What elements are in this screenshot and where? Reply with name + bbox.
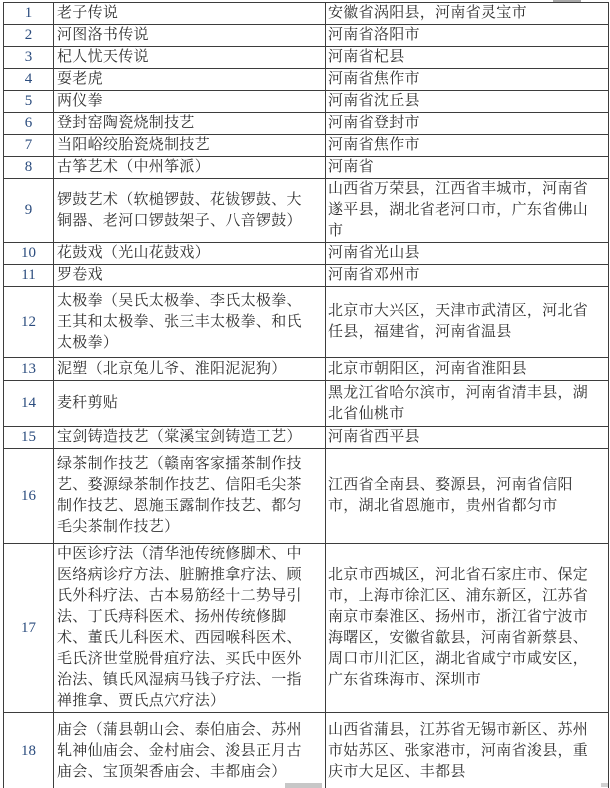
heritage-name-cell: 锣鼓艺术（软槌锣鼓、花钹锣鼓、大铜器、老河口锣鼓架子、八音锣鼓） [54, 179, 326, 243]
row-number-cell: 17 [4, 544, 54, 713]
heritage-name-cell: 河图洛书传说 [54, 25, 326, 47]
heritage-location-cell: 河南省沈丘县 [326, 91, 609, 113]
row-number-cell: 3 [4, 47, 54, 69]
table-row [4, 135, 609, 157]
heritage-location-cell: 安徽省涡阳县，河南省灵宝市 [326, 3, 609, 25]
table-row [4, 47, 609, 69]
heritage-location-cell: 河南省光山县 [326, 243, 609, 265]
table-row [4, 713, 609, 788]
table-row [4, 243, 609, 265]
table-row [4, 544, 609, 713]
heritage-name-cell: 老子传说 [54, 3, 326, 25]
table-row [4, 91, 609, 113]
row-number-cell: 12 [4, 287, 54, 358]
heritage-name-cell: 绿茶制作技艺（赣南客家擂茶制作技艺、婺源绿茶制作技艺、信阳毛尖茶制作技艺、恩施玉露制作技艺、都匀毛尖茶制作技艺） [54, 449, 326, 544]
heritage-name-cell: 庙会（蒲县朝山会、泰伯庙会、苏州轧神仙庙会、金村庙会、浚县正月古庙会、宝顶架香庙会、丰都庙会） [54, 713, 326, 788]
row-number-cell: 8 [4, 157, 54, 179]
heritage-location-cell: 北京市西城区，河北省石家庄市、保定市，上海市徐汇区、浦东新区，江苏省南京市秦淮区、扬州市，浙江省宁波市海曙区，安徽省歙县，河南省新蔡县、周口市川汇区，湖北省咸宁市咸安区，广东省珠海市、深圳市 [326, 544, 609, 713]
cropped-ui-fragment-bottom [285, 783, 322, 788]
heritage-name-cell: 中医诊疗法（清华池传统修脚术、中医络病诊疗方法、脏腑推拿疗法、顾氏外科疗法、古本易筋经十二势导引法、丁氏痔科医术、扬州传统修脚术、董氏儿科医术、西园喉科医术、毛氏济世堂脱骨疽疗法、买氏中医外治法、镇氏风湿病马钱子疗法、一指禅推拿、贾氏点穴疗法） [54, 544, 326, 713]
heritage-name-cell: 古筝艺术（中州筝派） [54, 157, 326, 179]
heritage-name-cell: 麦秆剪贴 [54, 381, 326, 427]
row-number-cell: 10 [4, 243, 54, 265]
table-row [4, 358, 609, 381]
heritage-location-cell: 河南省焦作市 [326, 135, 609, 157]
heritage-location-cell: 河南省洛阳市 [326, 25, 609, 47]
table-row [4, 113, 609, 135]
heritage-location-cell: 北京市朝阳区，河南省淮阳县 [326, 358, 609, 381]
table-row [4, 381, 609, 427]
table-row [4, 265, 609, 287]
heritage-location-cell: 河南省登封市 [326, 113, 609, 135]
heritage-location-cell: 河南省西平县 [326, 427, 609, 449]
row-number-cell: 7 [4, 135, 54, 157]
heritage-location-cell: 北京市大兴区，天津市武清区，河北省任县，福建省，河南省温县 [326, 287, 609, 358]
heritage-name-cell: 杞人忧天传说 [54, 47, 326, 69]
heritage-name-cell: 登封窑陶瓷烧制技艺 [54, 113, 326, 135]
row-number-cell: 4 [4, 69, 54, 91]
row-number-cell: 6 [4, 113, 54, 135]
table-row [4, 3, 609, 25]
row-number-cell: 15 [4, 427, 54, 449]
row-number-cell: 16 [4, 449, 54, 544]
row-number-cell: 18 [4, 713, 54, 788]
heritage-location-cell: 山西省万荣县，江西省丰城市，河南省遂平县，湖北省老河口市，广东省佛山市 [326, 179, 609, 243]
heritage-name-cell: 两仪拳 [54, 91, 326, 113]
table-row [4, 287, 609, 358]
table-row [4, 157, 609, 179]
row-number-cell: 9 [4, 179, 54, 243]
heritage-name-cell: 宝剑铸造技艺（棠溪宝剑铸造工艺） [54, 427, 326, 449]
heritage-location-cell: 山西省蒲县，江苏省无锡市新区、苏州市姑苏区、张家港市，河南省浚县，重庆市大足区、丰都县 [326, 713, 609, 788]
heritage-table [3, 2, 609, 788]
table-row [4, 449, 609, 544]
heritage-name-cell: 罗卷戏 [54, 265, 326, 287]
row-number-cell: 11 [4, 265, 54, 287]
heritage-location-cell: 江西省全南县、婺源县，河南省信阳市，湖北省恩施市，贵州省都匀市 [326, 449, 609, 544]
heritage-location-cell: 河南省 [326, 157, 609, 179]
heritage-location-cell: 河南省杞县 [326, 47, 609, 69]
heritage-location-cell: 河南省邓州市 [326, 265, 609, 287]
heritage-name-cell: 耍老虎 [54, 69, 326, 91]
row-number-cell: 1 [4, 3, 54, 25]
heritage-name-cell: 太极拳（吴氏太极拳、李氏太极拳、王其和太极拳、张三丰太极拳、和氏太极拳） [54, 287, 326, 358]
table-row [4, 427, 609, 449]
table-row [4, 69, 609, 91]
row-number-cell: 14 [4, 381, 54, 427]
table-row [4, 179, 609, 243]
row-number-cell: 5 [4, 91, 54, 113]
heritage-name-cell: 泥塑（北京兔儿爷、淮阳泥泥狗） [54, 358, 326, 381]
heritage-name-cell: 当阳峪绞胎瓷烧制技艺 [54, 135, 326, 157]
table-row [4, 25, 609, 47]
row-number-cell: 2 [4, 25, 54, 47]
heritage-location-cell: 黑龙江省哈尔滨市，河南省清丰县，湖北省仙桃市 [326, 381, 609, 427]
heritage-name-cell: 花鼓戏（光山花鼓戏） [54, 243, 326, 265]
cropped-ui-fragment-bottom-right [601, 783, 608, 787]
heritage-table-body [4, 3, 609, 788]
heritage-location-cell: 河南省焦作市 [326, 69, 609, 91]
row-number-cell: 13 [4, 358, 54, 381]
